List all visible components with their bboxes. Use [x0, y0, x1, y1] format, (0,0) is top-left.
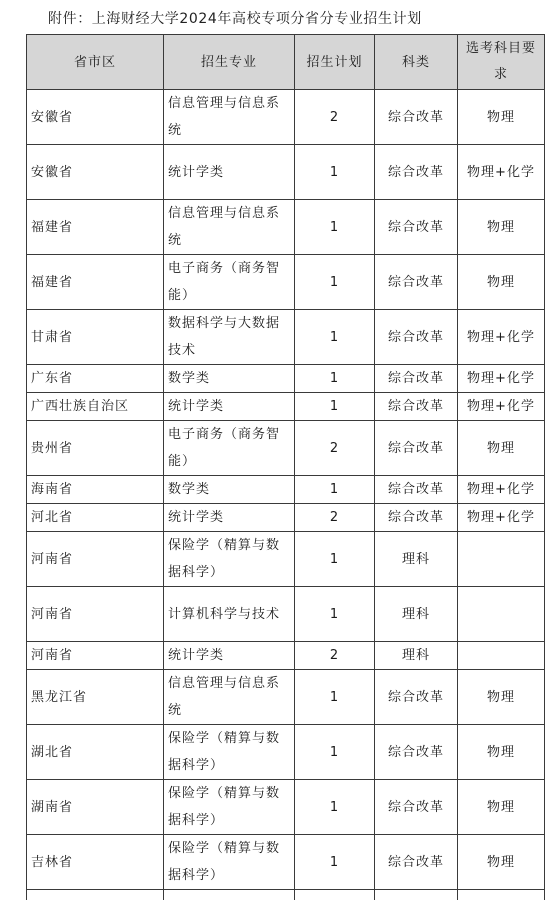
cell-major: 统计学类: [164, 145, 295, 200]
cell-subjects: 物理: [458, 780, 545, 835]
cell-category: 综合改革: [375, 145, 458, 200]
table-row-cutoff: [27, 890, 545, 901]
cell-major: 计算机科学与技术: [164, 587, 295, 642]
table-row: [27, 145, 545, 200]
cell-major: 信息管理与信息系统: [164, 670, 295, 725]
cell-count: 1: [295, 725, 375, 780]
enrollment-plan-table: [26, 34, 545, 900]
cell-province: 甘肃省: [27, 310, 164, 365]
cell-count: 1: [295, 365, 375, 393]
cell-major: 数据科学与大数据技术: [164, 310, 295, 365]
cell-major: 电子商务（商务智能）: [164, 255, 295, 310]
cell-category: 理科: [375, 642, 458, 670]
cell-category: 综合改革: [375, 421, 458, 476]
cell-province: 福建省: [27, 255, 164, 310]
cell-count: 1: [295, 393, 375, 421]
cell-count: 1: [295, 476, 375, 504]
cell-category: 综合改革: [375, 200, 458, 255]
header-category: 科类: [375, 35, 458, 90]
cell-count: 1: [295, 532, 375, 587]
cell-province: 广西壮族自治区: [27, 393, 164, 421]
cell-major: 保险学（精算与数据科学）: [164, 532, 295, 587]
cell-subjects: [458, 532, 545, 587]
cell-category: 综合改革: [375, 365, 458, 393]
cell-subjects: 物理: [458, 90, 545, 145]
cell-subjects: 物理+化学: [458, 310, 545, 365]
cell-count: 2: [295, 642, 375, 670]
cell-province: 黑龙江省: [27, 670, 164, 725]
cell-province: 湖南省: [27, 780, 164, 835]
cell-province: 湖北省: [27, 725, 164, 780]
cell-subjects: 物理+化学: [458, 504, 545, 532]
cell-category: 综合改革: [375, 504, 458, 532]
cell-province: 河南省: [27, 532, 164, 587]
table-row: [27, 200, 545, 255]
header-subjects: 选考科目要求: [458, 35, 545, 90]
cell-count: 2: [295, 421, 375, 476]
cell-major: 数学类: [164, 365, 295, 393]
cell-count: 1: [295, 200, 375, 255]
cell-count: 2: [295, 90, 375, 145]
cell-province: 河南省: [27, 587, 164, 642]
cell-count: 1: [295, 780, 375, 835]
cell-subjects: 物理: [458, 835, 545, 890]
cell-category: 理科: [375, 587, 458, 642]
header-province: 省市区: [27, 35, 164, 90]
table-row: [27, 255, 545, 310]
cell-major: 保险学（精算与数据科学）: [164, 835, 295, 890]
cell-major: 信息管理与信息系统: [164, 90, 295, 145]
cell-subjects: 物理+化学: [458, 365, 545, 393]
cell-count: 1: [295, 587, 375, 642]
cell-category: 理科: [375, 532, 458, 587]
cell-major: 电子商务（商务智能）: [164, 421, 295, 476]
cell-province: 吉林省: [27, 835, 164, 890]
cell-subjects: 物理: [458, 725, 545, 780]
cell-count: 1: [295, 835, 375, 890]
cell-category: 综合改革: [375, 670, 458, 725]
cell-category: 综合改革: [375, 780, 458, 835]
cell-count: 2: [295, 504, 375, 532]
cell-subjects: 物理+化学: [458, 145, 545, 200]
header-row: [27, 35, 545, 90]
cell-major: 数学类: [164, 476, 295, 504]
document-caption: 附件：上海财经大学2024年高校专项分省分专业招生计划: [48, 11, 422, 27]
table-row: [27, 587, 545, 642]
cell-major: 统计学类: [164, 642, 295, 670]
cell-major: 统计学类: [164, 393, 295, 421]
table-row: [27, 476, 545, 504]
cell-major: 保险学（精算与数据科学）: [164, 725, 295, 780]
table-body: [27, 90, 545, 901]
header-count: 招生计划: [295, 35, 375, 90]
cell-category: 综合改革: [375, 725, 458, 780]
cell-count: 1: [295, 145, 375, 200]
cell-province: 河南省: [27, 642, 164, 670]
table-row: [27, 365, 545, 393]
cell-province: 广东省: [27, 365, 164, 393]
table-row: [27, 835, 545, 890]
cell-province: 福建省: [27, 200, 164, 255]
table-row: [27, 642, 545, 670]
cell-province: 安徽省: [27, 145, 164, 200]
table-row: [27, 532, 545, 587]
table-row: [27, 393, 545, 421]
cell-category: 综合改革: [375, 310, 458, 365]
cell-province: 海南省: [27, 476, 164, 504]
cell-subjects: [458, 587, 545, 642]
table-row: [27, 780, 545, 835]
cell-subjects: 物理+化学: [458, 476, 545, 504]
cell-subjects: 物理: [458, 670, 545, 725]
table-header: [27, 35, 545, 90]
cell-major: 统计学类: [164, 504, 295, 532]
table-row: [27, 670, 545, 725]
cell-subjects: 物理+化学: [458, 393, 545, 421]
table-row: [27, 504, 545, 532]
cell-major: 保险学（精算与数据科学）: [164, 780, 295, 835]
cell-subjects: 物理: [458, 200, 545, 255]
cell-category: 综合改革: [375, 476, 458, 504]
cell-category: 综合改革: [375, 835, 458, 890]
cell-province: 安徽省: [27, 90, 164, 145]
table-row: [27, 310, 545, 365]
cell-subjects: [458, 642, 545, 670]
cell-category: 综合改革: [375, 393, 458, 421]
cell-count: 1: [295, 670, 375, 725]
cell-count: 1: [295, 310, 375, 365]
cell-province: 贵州省: [27, 421, 164, 476]
cell-province: 河北省: [27, 504, 164, 532]
cell-subjects: 物理: [458, 255, 545, 310]
header-major: 招生专业: [164, 35, 295, 90]
cell-count: 1: [295, 255, 375, 310]
cell-subjects: 物理: [458, 421, 545, 476]
cell-major: 信息管理与信息系统: [164, 200, 295, 255]
cell-category: 综合改革: [375, 90, 458, 145]
table-row: [27, 421, 545, 476]
table-row: [27, 90, 545, 145]
cell-category: 综合改革: [375, 255, 458, 310]
table-row: [27, 725, 545, 780]
